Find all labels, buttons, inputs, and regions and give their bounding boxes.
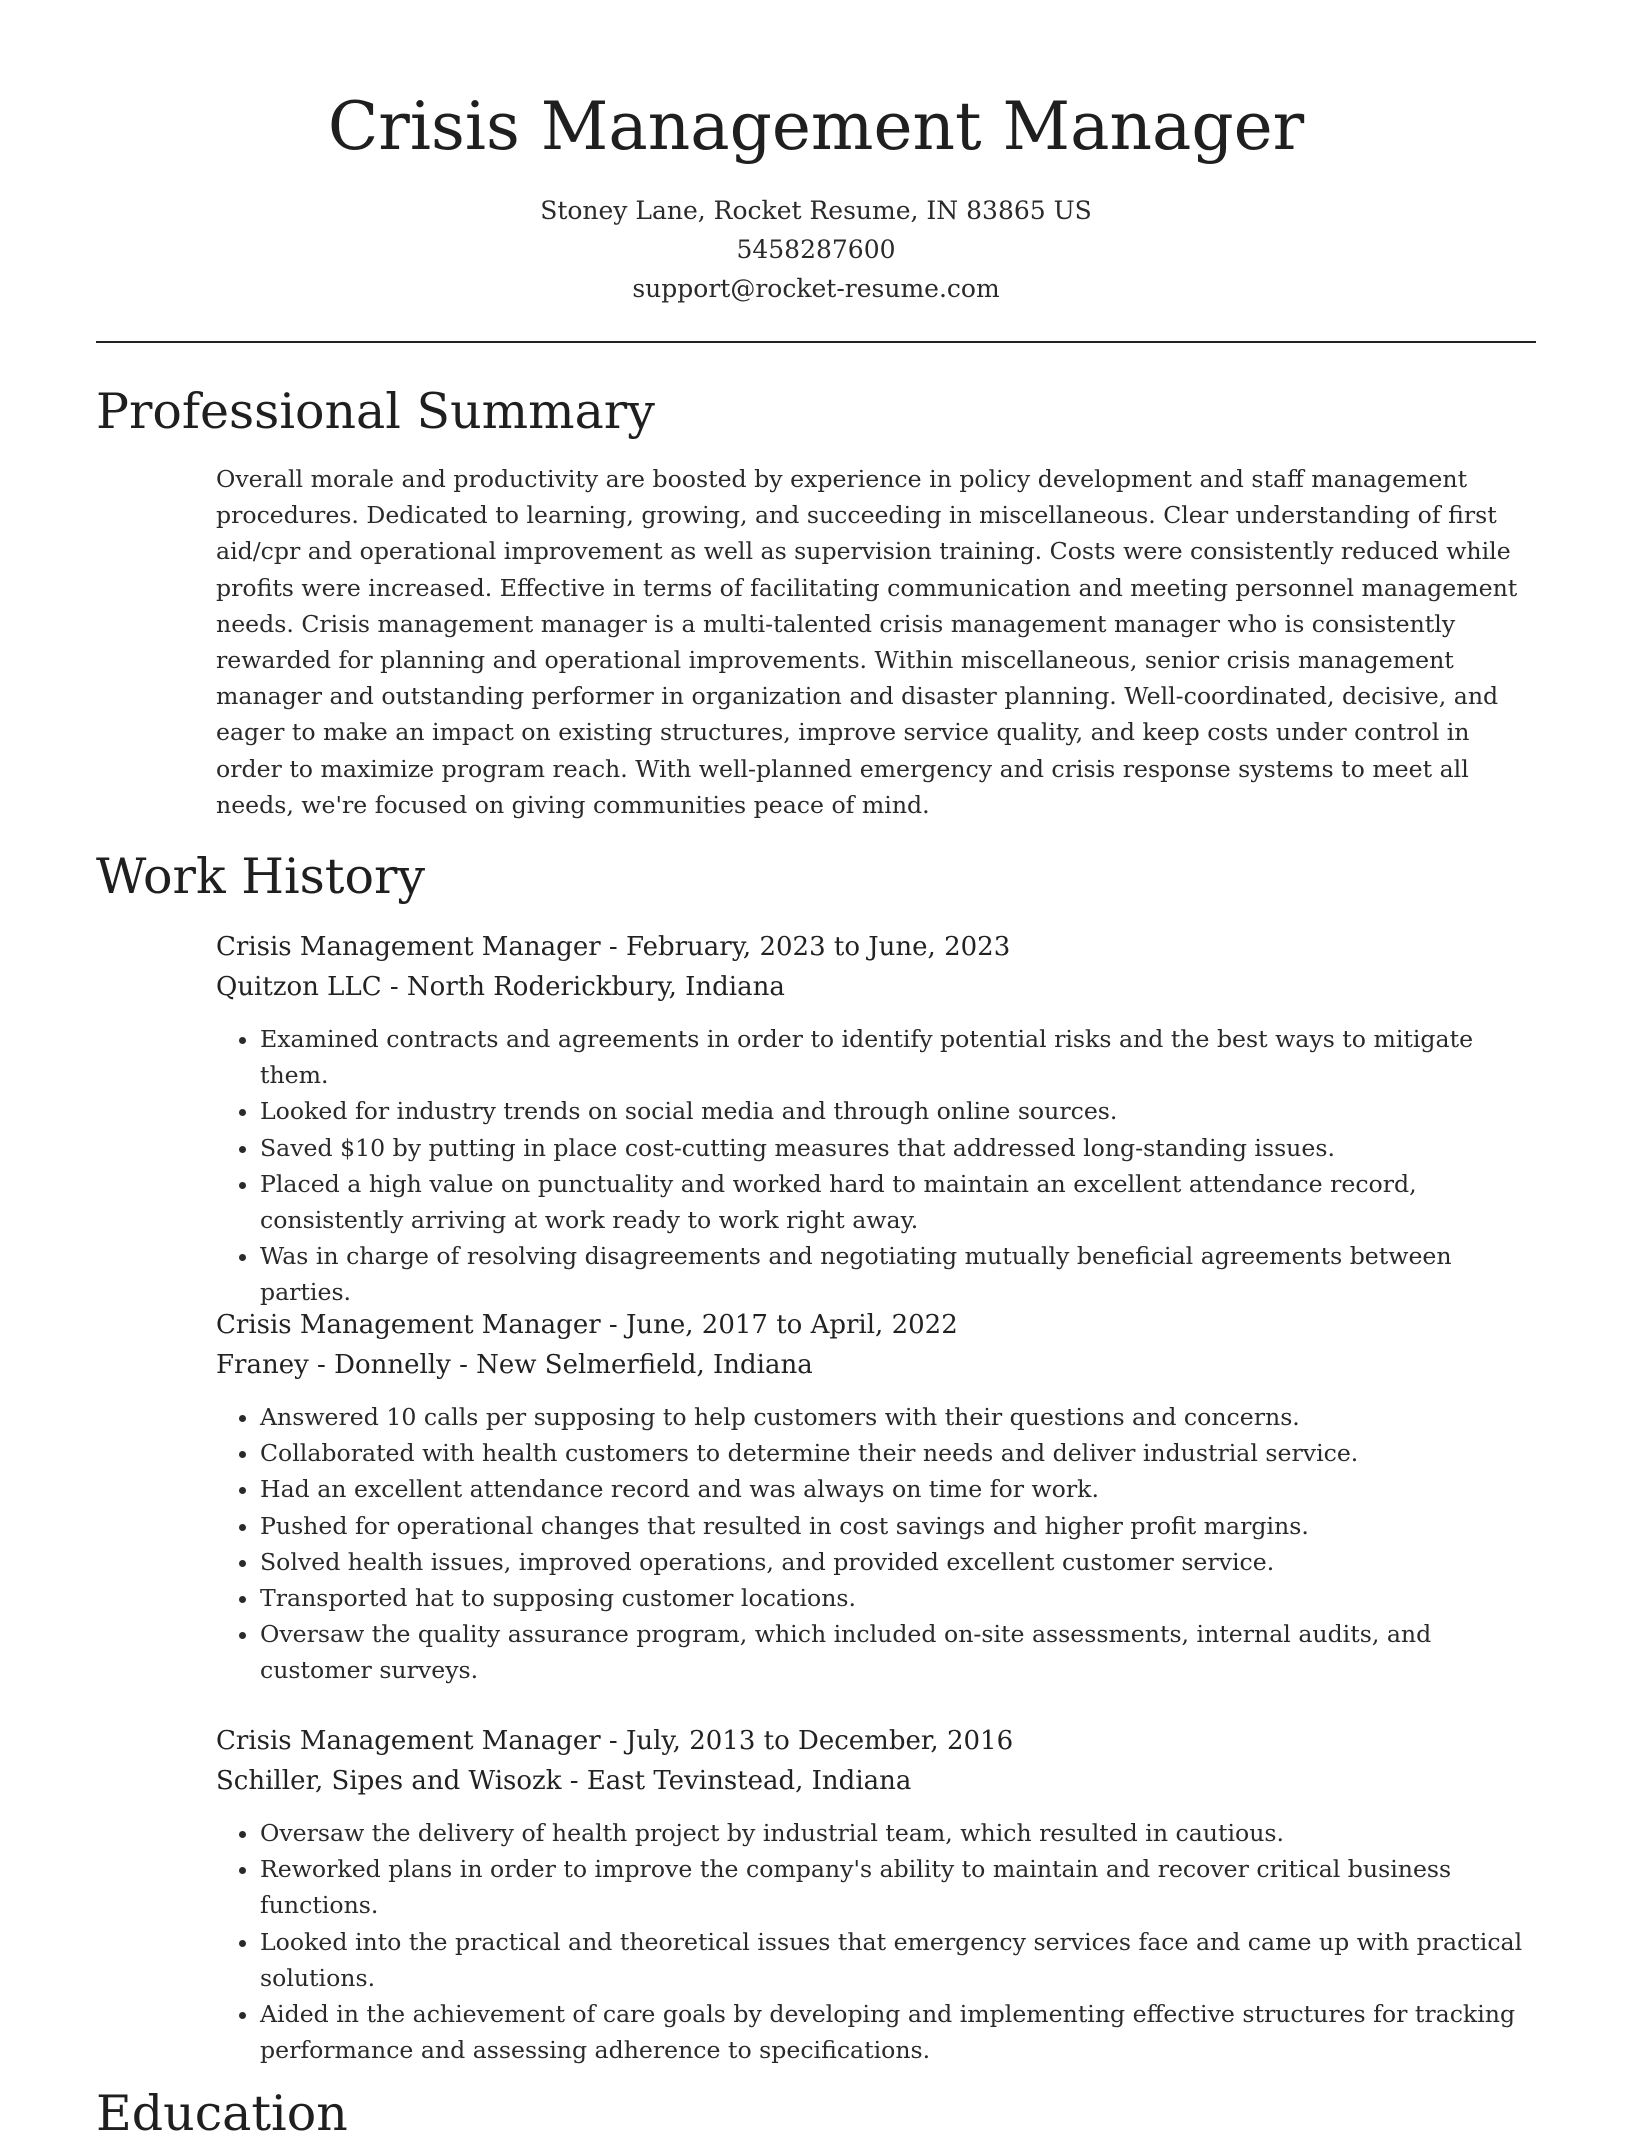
job-bullet: • Collaborated with health customers to determine their needs and deliver industrial service. bbox=[260, 1435, 1546, 1471]
contact-block bbox=[96, 191, 1536, 308]
job-bullet: • Oversaw the delivery of health project by industrial team, which resulted in cautious. bbox=[260, 1815, 1546, 1851]
job-bullet: • Placed a high value on punctuality and worked hard to maintain an excellent attendance record, consistently arriving at work ready to work right away. bbox=[260, 1166, 1546, 1238]
job-bullets bbox=[216, 1399, 1546, 1689]
job-bullet: • Had an excellent attendance record and was always on time for work. bbox=[260, 1471, 1546, 1507]
job-bullet: • Looked into the practical and theoretical issues that emergency services face and came up with practical solutions. bbox=[260, 1924, 1546, 1996]
header-divider bbox=[96, 341, 1536, 343]
job-bullet: • Examined contracts and agreements in order to identify potential risks and the best ways to mitigate them. bbox=[260, 1021, 1546, 1093]
job-bullet: • Was in charge of resolving disagreements and negotiating mutually beneficial agreements between parties. bbox=[260, 1238, 1546, 1310]
job-title-line: Crisis Management Manager - June, 2017 to April, 2022 bbox=[216, 1310, 958, 1340]
job-company-line: Schiller, Sipes and Wisozk - East Tevinstead, Indiana bbox=[216, 1766, 912, 1796]
job-bullets bbox=[216, 1021, 1546, 1311]
job-bullet: • Transported hat to supposing customer locations. bbox=[260, 1580, 1546, 1616]
contact-phone: 5458287600 bbox=[736, 235, 896, 264]
job-bullet: • Reworked plans in order to improve the company's ability to maintain and recover critical business functions. bbox=[260, 1851, 1546, 1923]
job-entry bbox=[216, 927, 1546, 1311]
section-heading-summary: Professional Summary bbox=[96, 383, 655, 440]
job-bullet: • Looked for industry trends on social media and through online sources. bbox=[260, 1093, 1546, 1129]
job-bullet: • Solved health issues, improved operations, and provided excellent customer service. bbox=[260, 1544, 1546, 1580]
job-bullet: • Aided in the achievement of care goals by developing and implementing effective structures for tracking performance and assessing adherence to specifications. bbox=[260, 1996, 1546, 2068]
job-title-line: Crisis Management Manager - July, 2013 to December, 2016 bbox=[216, 1726, 1014, 1756]
resume-name: Crisis Management Manager bbox=[327, 88, 1305, 165]
job-bullets bbox=[216, 1815, 1546, 2068]
section-heading-work-history: Work History bbox=[96, 848, 426, 905]
job-entry bbox=[216, 1721, 1546, 2068]
job-company-line: Quitzon LLC - North Roderickbury, Indiana bbox=[216, 972, 785, 1002]
contact-address: Stoney Lane, Rocket Resume, IN 83865 US bbox=[540, 196, 1092, 225]
job-bullet: • Answered 10 calls per supposing to help customers with their questions and concerns. bbox=[260, 1399, 1546, 1435]
job-bullet: • Pushed for operational changes that resulted in cost savings and higher profit margins. bbox=[260, 1508, 1546, 1544]
job-bullet: • Oversaw the quality assurance program, which included on-site assessments, internal audits, and customer surveys. bbox=[260, 1616, 1546, 1688]
job-entry bbox=[216, 1305, 1546, 1689]
job-company-line: Franey - Donnelly - New Selmerfield, Indiana bbox=[216, 1350, 813, 1380]
job-bullet: • Saved $10 by putting in place cost-cutting measures that addressed long-standing issues. bbox=[260, 1130, 1546, 1166]
section-heading-education: Education bbox=[96, 2085, 348, 2142]
job-title-line: Crisis Management Manager - February, 2023 to June, 2023 bbox=[216, 932, 1011, 962]
summary-text: Overall morale and productivity are boosted by experience in policy development and staff management procedures. Dedicated to learning, growing, and succeeding in miscellaneous. Clear understanding of first aid/cpr and operational improvement as well as supervision training. Costs were consistently reduced while profits were increased. Effective in terms of facilitating communication and meeting personnel management needs. Crisis management manager is a multi-talented crisis management manager who is consistently rewarded for planning and operational improvements. Within miscellaneous, senior crisis management manager and outstanding performer in organization and disaster planning. Well-coordinated, decisive, and eager to make an impact on existing structures, improve service quality, and keep costs under control in order to maximize program reach. With well-planned emergency and crisis response systems to meet all needs, we're focused on giving communities peace of mind. bbox=[216, 465, 1518, 819]
contact-email: support@rocket-resume.com bbox=[632, 274, 1000, 303]
